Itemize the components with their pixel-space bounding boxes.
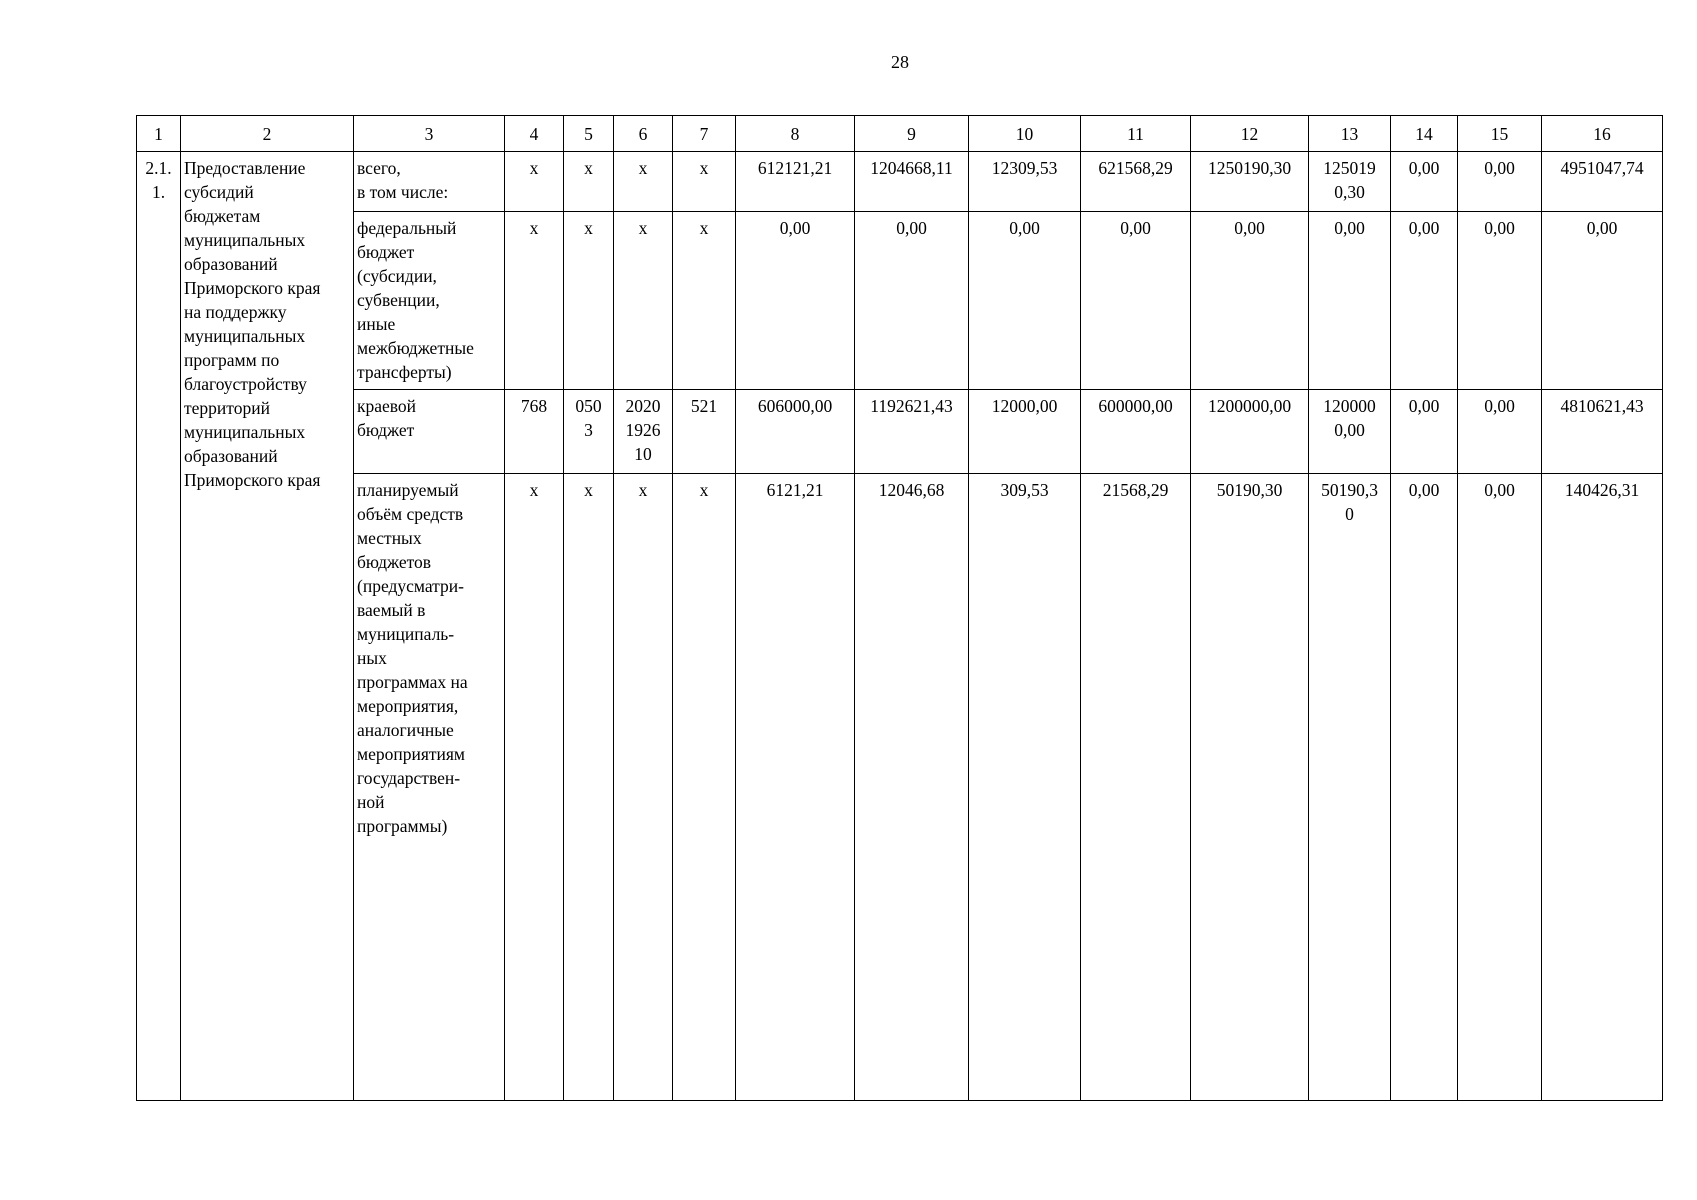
- column-number: 16: [1542, 116, 1663, 152]
- measure-name: Предоставление субсидий бюджетам муниципальных образований Приморского края на поддержку муниципальных программ по благоустройству территорий муниципальных образований Приморского края: [181, 152, 354, 1101]
- column-number: 9: [855, 116, 969, 152]
- table-cell: 606000,00: [736, 390, 855, 474]
- table-cell: 6121,21: [736, 474, 855, 1101]
- table-cell: 1200000,00: [1191, 390, 1309, 474]
- table-cell: x: [505, 152, 564, 212]
- column-number: 15: [1458, 116, 1542, 152]
- table-cell: 309,53: [969, 474, 1081, 1101]
- table-cell: x: [564, 152, 614, 212]
- column-number: 3: [354, 116, 505, 152]
- table-cell: x: [673, 474, 736, 1101]
- table-cell: 50190,3 0: [1309, 474, 1391, 1101]
- budget-table: [136, 115, 1663, 1101]
- table-cell: x: [505, 212, 564, 390]
- column-number: 1: [137, 116, 181, 152]
- table-cell: 0,00: [1191, 212, 1309, 390]
- measure-number: 2.1. 1.: [137, 152, 181, 1101]
- table-cell: x: [564, 212, 614, 390]
- table-cell: x: [673, 212, 736, 390]
- table-cell: 0,00: [1391, 212, 1458, 390]
- column-number: 10: [969, 116, 1081, 152]
- table-cell: 120000 0,00: [1309, 390, 1391, 474]
- column-number: 12: [1191, 116, 1309, 152]
- table-cell: 621568,29: [1081, 152, 1191, 212]
- column-number: 4: [505, 116, 564, 152]
- table-cell: 140426,31: [1542, 474, 1663, 1101]
- table-cell: 050 3: [564, 390, 614, 474]
- column-number: 7: [673, 116, 736, 152]
- table-cell: x: [564, 474, 614, 1101]
- table-cell: 2020 1926 10: [614, 390, 673, 474]
- table-cell: 0,00: [1542, 212, 1663, 390]
- table-cell: x: [614, 474, 673, 1101]
- table-cell: 0,00: [1458, 390, 1542, 474]
- table-cell: 1250190,30: [1191, 152, 1309, 212]
- table-cell: 1192621,43: [855, 390, 969, 474]
- table-cell: 12000,00: [969, 390, 1081, 474]
- table-cell: 12046,68: [855, 474, 969, 1101]
- table-row: [137, 390, 1663, 474]
- funding-source: краевой бюджет: [354, 390, 505, 474]
- table-cell: 125019 0,30: [1309, 152, 1391, 212]
- table-row: [137, 152, 1663, 212]
- table-cell: 0,00: [1309, 212, 1391, 390]
- table-cell: 0,00: [1391, 390, 1458, 474]
- table-cell: x: [614, 152, 673, 212]
- table-cell: 0,00: [1391, 474, 1458, 1101]
- table-cell: 4951047,74: [1542, 152, 1663, 212]
- table-row: [137, 212, 1663, 390]
- table-cell: 0,00: [1458, 474, 1542, 1101]
- table-cell: 12309,53: [969, 152, 1081, 212]
- column-number: 8: [736, 116, 855, 152]
- funding-source: всего, в том числе:: [354, 152, 505, 212]
- table-cell: 0,00: [736, 212, 855, 390]
- table-cell: x: [505, 474, 564, 1101]
- table-cell: 521: [673, 390, 736, 474]
- table-cell: 768: [505, 390, 564, 474]
- table-cell: 600000,00: [1081, 390, 1191, 474]
- funding-source: федеральный бюджет (субсидии, субвенции, иные межбюджетные трансферты): [354, 212, 505, 390]
- table-cell: 0,00: [1458, 212, 1542, 390]
- table-cell: 612121,21: [736, 152, 855, 212]
- column-number: 6: [614, 116, 673, 152]
- table-cell: 0,00: [969, 212, 1081, 390]
- table-cell: 21568,29: [1081, 474, 1191, 1101]
- table-cell: 50190,30: [1191, 474, 1309, 1101]
- column-number: 13: [1309, 116, 1391, 152]
- table-cell: x: [614, 212, 673, 390]
- column-number: 5: [564, 116, 614, 152]
- funding-source: планируемый объём средств местных бюджетов (предусматри- ваемый в муниципаль- ных программах на мероприятия, аналогичные мероприятиям государствен- ной программы): [354, 474, 505, 1101]
- table-cell: 0,00: [1458, 152, 1542, 212]
- column-number: 2: [181, 116, 354, 152]
- column-number-row: [137, 116, 1663, 152]
- column-number: 14: [1391, 116, 1458, 152]
- table-row: [137, 474, 1663, 1101]
- table-cell: 0,00: [855, 212, 969, 390]
- table-cell: 0,00: [1081, 212, 1191, 390]
- column-number: 11: [1081, 116, 1191, 152]
- table-cell: x: [673, 152, 736, 212]
- table-cell: 0,00: [1391, 152, 1458, 212]
- page-number: 28: [891, 52, 909, 72]
- table-cell: 1204668,11: [855, 152, 969, 212]
- table-cell: 4810621,43: [1542, 390, 1663, 474]
